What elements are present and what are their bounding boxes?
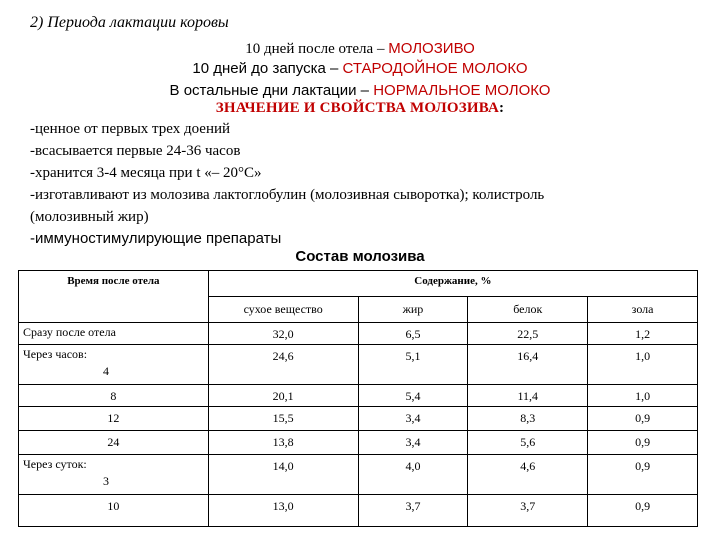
cell: 6,5 (358, 323, 468, 345)
subcol-protein: белок (468, 297, 588, 323)
list-item: -изготавливают из молозива лактоглобулин (молозивная сыворотка); колистроль (30, 187, 545, 203)
list-item: -ценное от первых трех доений (30, 121, 231, 137)
lactation-line-colostrum (0, 40, 720, 58)
lactation-line-normal-milk (0, 82, 720, 100)
page-heading: 2) Периода лактации коровы (30, 14, 229, 31)
cell: 14,0 (208, 455, 358, 495)
lactation-line-old-milk (0, 60, 720, 78)
cell: 8,3 (468, 407, 588, 431)
cell: 3,7 (468, 495, 588, 527)
subtitle-text: ЗНАЧЕНИЕ И СВОЙСТВА МОЛОЗИВА (215, 100, 500, 116)
cell: 4,0 (358, 455, 468, 495)
cell: 1,2 (588, 323, 698, 345)
cell: 3,7 (358, 495, 468, 527)
line-text: 10 дней после отела – (245, 41, 389, 57)
col-header-content: Содержание, % (208, 271, 697, 297)
cell: 0,9 (588, 455, 698, 495)
row-label-sub: 3 (103, 474, 109, 488)
cell: 5,6 (468, 431, 588, 455)
cell: 24,6 (208, 345, 358, 385)
cell: 4,6 (468, 455, 588, 495)
row-label (19, 345, 209, 385)
line-text: 10 дней до запуска – (192, 60, 343, 77)
row-label: 10 (19, 495, 209, 527)
cell: 32,0 (208, 323, 358, 345)
row-label: 12 (19, 407, 209, 431)
row-label-sub: 4 (103, 364, 109, 378)
cell: 15,5 (208, 407, 358, 431)
line-accent: СТАРОДОЙНОЕ МОЛОКО (342, 60, 528, 77)
table-title: Состав молозива (295, 248, 425, 265)
table-row (19, 385, 698, 407)
row-label (19, 455, 209, 495)
cell: 0,9 (588, 431, 698, 455)
table-row (19, 495, 698, 527)
col-header-time: Время после отела (19, 271, 209, 323)
cell: 0,9 (588, 407, 698, 431)
list-item: -хранится 3-4 месяца при t «– 20°С» (30, 165, 262, 181)
cell: 3,4 (358, 431, 468, 455)
row-label: 8 (19, 385, 209, 407)
cell: 11,4 (468, 385, 588, 407)
cell: 16,4 (468, 345, 588, 385)
table-row (19, 455, 698, 495)
row-label: 24 (19, 431, 209, 455)
subcol-fat: жир (358, 297, 468, 323)
subtitle-colon: : (499, 100, 505, 116)
section-subtitle (0, 100, 720, 117)
row-label-text: Через суток: (23, 457, 87, 471)
row-label-text: Через часов: (23, 347, 88, 361)
cell: 13,0 (208, 495, 358, 527)
cell: 13,8 (208, 431, 358, 455)
subcol-ash: зола (588, 297, 698, 323)
cell: 1,0 (588, 385, 698, 407)
cell: 5,4 (358, 385, 468, 407)
table-row (19, 345, 698, 385)
colostrum-table (18, 270, 698, 527)
line-accent: МОЛОЗИВО (388, 40, 475, 57)
cell: 3,4 (358, 407, 468, 431)
properties-list (30, 118, 710, 250)
subcol-dry-matter: сухое вещество (208, 297, 358, 323)
cell: 1,0 (588, 345, 698, 385)
list-item: -иммуностимулирующие препараты (30, 230, 282, 247)
cell: 5,1 (358, 345, 468, 385)
line-text: В остальные дни лактации – (169, 82, 374, 99)
cell: 0,9 (588, 495, 698, 527)
cell: 22,5 (468, 323, 588, 345)
row-label: Сразу после отела (19, 323, 209, 345)
line-accent: НОРМАЛЬНОЕ МОЛОКО (373, 82, 551, 99)
table-row (19, 323, 698, 345)
list-item: -всасывается первые 24-36 часов (30, 143, 241, 159)
table-row (19, 431, 698, 455)
list-item: (молозивный жир) (30, 209, 149, 225)
table-row (19, 407, 698, 431)
cell: 20,1 (208, 385, 358, 407)
